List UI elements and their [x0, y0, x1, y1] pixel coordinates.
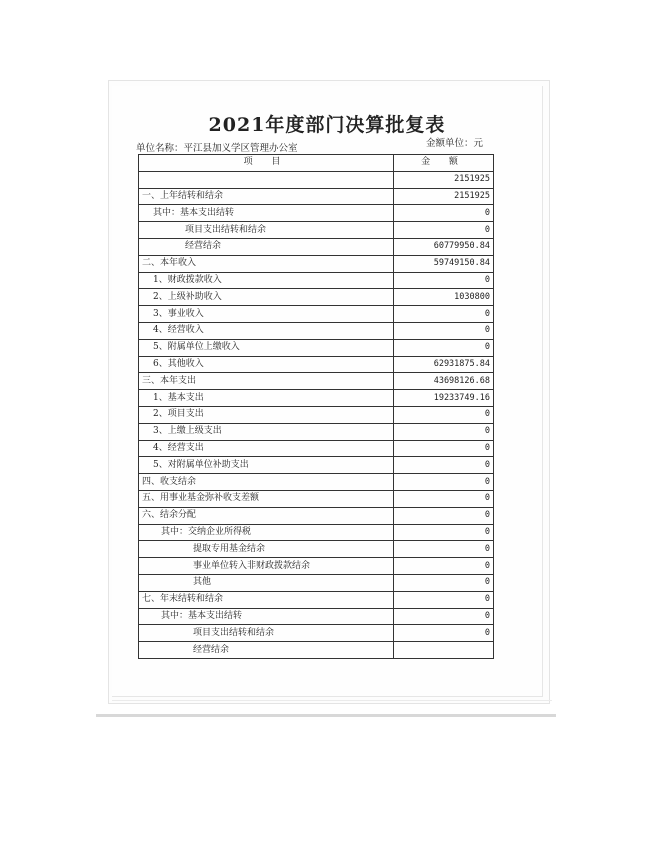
row-item-label: 6、其他收入 [139, 356, 394, 373]
table-row [139, 306, 494, 323]
page-edge-shadow [96, 714, 556, 717]
table-row [139, 171, 494, 188]
row-item-label: 项目支出结转和结余 [139, 222, 394, 239]
table-row [139, 356, 494, 373]
row-item-label [139, 171, 394, 188]
row-item-label: 4、经营收入 [139, 322, 394, 339]
row-amount: 0 [394, 625, 494, 642]
row-item-label: 五、用事业基金弥补收支差额 [139, 490, 394, 507]
table-row [139, 440, 494, 457]
item-column-header: 项 目 [139, 155, 394, 172]
row-item-label: 三、本年支出 [139, 373, 394, 390]
amount-unit-label: 金额单位：元 [426, 138, 484, 149]
table-row [139, 373, 494, 390]
row-amount: 0 [394, 474, 494, 491]
table-row [139, 390, 494, 407]
table-row [139, 423, 494, 440]
row-amount: 59749150.84 [394, 255, 494, 272]
row-amount: 0 [394, 322, 494, 339]
table-row [139, 339, 494, 356]
row-item-label: 2、项目支出 [139, 406, 394, 423]
row-amount: 0 [394, 541, 494, 558]
row-amount: 60779950.84 [394, 238, 494, 255]
table-row [139, 608, 494, 625]
row-item-label: 1、财政拨款收入 [139, 272, 394, 289]
row-item-label: 二、本年收入 [139, 255, 394, 272]
table-row [139, 625, 494, 642]
row-amount [394, 642, 494, 659]
table-row [139, 591, 494, 608]
table-row [139, 507, 494, 524]
row-amount: 1030800 [394, 289, 494, 306]
row-item-label: 其他 [139, 574, 394, 591]
row-item-label: 3、上缴上级支出 [139, 423, 394, 440]
row-item-label: 事业单位转入非财政拨款结余 [139, 558, 394, 575]
row-amount: 0 [394, 306, 494, 323]
table-row [139, 205, 494, 222]
row-amount: 0 [394, 222, 494, 239]
row-item-label: 4、经营支出 [139, 440, 394, 457]
row-item-label: 经营结余 [139, 238, 394, 255]
table-row [139, 574, 494, 591]
table-row [139, 558, 494, 575]
row-amount: 0 [394, 490, 494, 507]
row-amount: 2151925 [394, 171, 494, 188]
row-item-label: 一、上年结转和结余 [139, 188, 394, 205]
table-row [139, 238, 494, 255]
row-item-label: 经营结余 [139, 642, 394, 659]
row-item-label: 其中：基本支出结转 [139, 205, 394, 222]
page-edge [112, 700, 552, 701]
document-title: 2021年度部门决算批复表 [208, 114, 446, 136]
row-item-label: 六、结余分配 [139, 507, 394, 524]
row-amount: 19233749.16 [394, 390, 494, 407]
row-item-label: 1、基本支出 [139, 390, 394, 407]
table-header-row [139, 155, 494, 172]
row-amount: 2151925 [394, 188, 494, 205]
row-amount: 0 [394, 591, 494, 608]
row-amount: 0 [394, 507, 494, 524]
table-row [139, 490, 494, 507]
table-row [139, 272, 494, 289]
row-item-label: 其中：基本支出结转 [139, 608, 394, 625]
table-row [139, 474, 494, 491]
table-row [139, 255, 494, 272]
row-amount: 0 [394, 608, 494, 625]
table-row [139, 457, 494, 474]
row-item-label: 2、上级补助收入 [139, 289, 394, 306]
row-amount: 0 [394, 339, 494, 356]
row-amount: 0 [394, 272, 494, 289]
row-amount: 0 [394, 524, 494, 541]
table-row [139, 188, 494, 205]
row-item-label: 5、对附属单位补助支出 [139, 457, 394, 474]
row-item-label: 七、年末结转和结余 [139, 591, 394, 608]
row-item-label: 5、附属单位上缴收入 [139, 339, 394, 356]
row-amount: 0 [394, 440, 494, 457]
unit-name-label: 单位名称：平江县加义学区管理办公室 [136, 143, 298, 154]
table-row [139, 322, 494, 339]
row-amount: 0 [394, 423, 494, 440]
row-amount: 0 [394, 205, 494, 222]
row-item-label: 3、事业收入 [139, 306, 394, 323]
table-row [139, 541, 494, 558]
budget-table [138, 154, 494, 659]
row-amount: 62931875.84 [394, 356, 494, 373]
table-body [139, 171, 494, 658]
row-amount: 0 [394, 558, 494, 575]
row-item-label: 其中：交纳企业所得税 [139, 524, 394, 541]
row-item-label: 四、收支结余 [139, 474, 394, 491]
row-amount: 0 [394, 574, 494, 591]
table-row [139, 289, 494, 306]
table-row [139, 406, 494, 423]
row-amount: 0 [394, 457, 494, 474]
row-item-label: 项目支出结转和结余 [139, 625, 394, 642]
table-row [139, 524, 494, 541]
table-row [139, 642, 494, 659]
table-row [139, 222, 494, 239]
row-amount: 0 [394, 406, 494, 423]
amount-column-header: 金 额 [394, 155, 494, 172]
row-item-label: 提取专用基金结余 [139, 541, 394, 558]
row-amount: 43698126.68 [394, 373, 494, 390]
